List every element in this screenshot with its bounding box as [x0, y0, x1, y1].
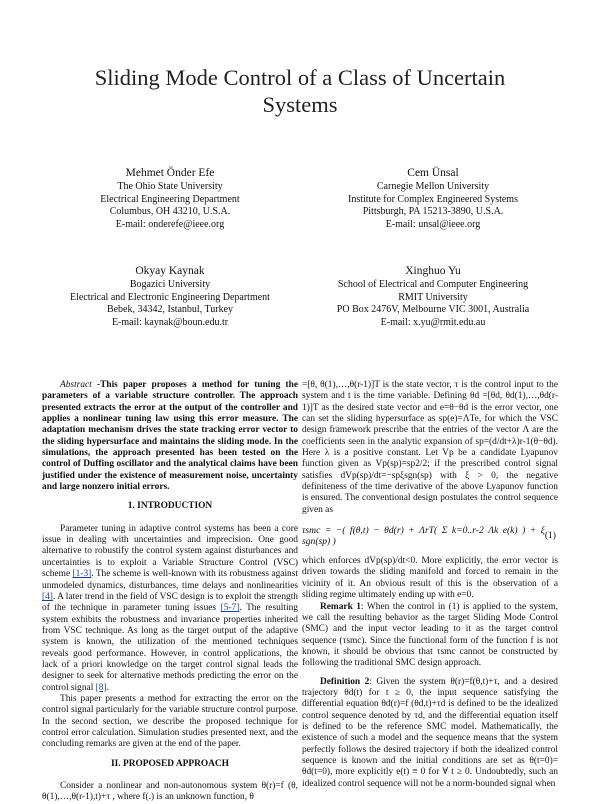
intro-text: . The scheme is well-known with its robustness against unmodeled dynamics, disturbances, time delays and nonlinearities [42, 569, 298, 591]
definition-text: : Given the system θ(r)=f(θ,t)+τ, and a desired trajectory θd(t) for t ≥ 0, the input sequence satisfying the differential equation θd(r)=f (θd,t)+τd is defined to be the idealized control sequence denoted by τd, and the differential equation itself is defined to be the reference SMC model. Mathematically, the existence of such a model and the sequence means that the system perfectly follows the desired trajectory if both the idealized control sequence is known and the initial conditions are set as θ(t=0)= θd(t=0), more explicitly e(t) ≡ 0 for ∀ t ≥ 0. Undoubtedly, such an idealized control sequence will not be a norm-bounded signal when [302, 676, 558, 789]
author-block-efe [30, 165, 310, 231]
author-address: Columbus, OH 43210, U.S.A. [109, 206, 231, 218]
intro-text: Parameter tuning in adaptive control systems has been a core issue in dealing with uncertainties and imprecision. One good alternative to robustify the control system against disturbances and uncertainties is to exploit a Variable Structure Control (VSC) scheme [42, 523, 298, 580]
intro-text: . The resulting system exhibits the robustness and invariance properties inherited from VSC technique. As long as the target output of the adaptive system is known, the utilization of the mentioned techniques reveals good performance. However, in control applications, the lack of a priori knowledge on the target control signal leads the designer to seek for alternative methods predicting the error on the control signal [42, 603, 298, 693]
author-name: Okyay Kaynak [135, 265, 205, 277]
author-address: Bebek, 34342, Istanbul, Turkey [106, 304, 234, 316]
definition-2 [302, 677, 558, 790]
definition-label: Definition 2 [320, 676, 370, 687]
citation-link[interactable]: [8] [95, 682, 107, 693]
citation-link[interactable]: [1-3] [72, 569, 92, 580]
intro-paragraph-1 [42, 524, 298, 694]
enforcement-paragraph: which enforces dVp(sp)/dt<0. More explicitly, the error vector is driven towards the sliding manifold and forced to remain in the vicinity of it. An obvious result of this is the observation of a sliding regime ultimately ending up with e=0. [302, 556, 558, 601]
author-email: E-mail: onderefe@ieee.org [115, 218, 225, 230]
author-name: Mehmet Önder Efe [125, 167, 215, 179]
author-block-kaynak [30, 263, 310, 329]
author-department: Institute for Complex Engineered Systems [348, 193, 518, 205]
intro-paragraph-2: This paper presents a method for extracting the error on the control signal particularly for the variable structure control purpose. In the second section, we describe the proposed technique for control error calculation. Simulation studies presented next, and the concluding remarks are given at the end of the paper. [42, 693, 298, 750]
author-affiliation: Carnegie Mellon University [376, 181, 490, 192]
left-column [42, 380, 298, 804]
remark-text: : When the control in (1) is applied to the system, we call the resulting behavior as the target Sliding Mode Control (SMC) and the input vector leading to it as the target control sequence (τsmc). Since the functional form of the function f is not known, it should be obvious that τsmc cannot be constructed by following the traditional SMC design approach. [302, 601, 559, 669]
author-block-yu [293, 263, 573, 329]
citation-link[interactable]: [5-7] [220, 603, 240, 614]
author-email: E-mail: unsal@ieee.org [385, 218, 481, 230]
author-affiliation: School of Electrical and Computer Engineering [337, 279, 529, 290]
author-block-unsal [293, 165, 573, 231]
section-heading-approach: II. PROPOSED APPROACH [111, 758, 229, 769]
abstract [42, 380, 298, 493]
author-address: Pittsburgh, PA 15213-3890, U.S.A. [362, 206, 504, 218]
author-name: Xinghuo Yu [405, 265, 461, 277]
author-department: RMIT University [398, 291, 468, 303]
approach-paragraph-1: Consider a nonlinear and non-autonomous system θ(r)=f (θ, θ(1),…,θ(r-1),t)+τ , where f(.) is an unknown function, θ [42, 781, 298, 803]
author-department: Electrical and Electronic Engineering Department [70, 291, 270, 303]
equation-1 [302, 526, 558, 546]
equation-body: τsmc = −( f(θ,t) − θd(r) + ΛrT( Σ k=0..r-2 Λk e(k) ) + ξ sgn(sp) ) [302, 524, 545, 548]
author-affiliation: The Ohio State University [117, 181, 223, 192]
author-email: E-mail: x.yu@rmit.edu.au [380, 316, 486, 328]
remark-1 [302, 602, 558, 670]
author-name: Cem Ünsal [407, 167, 459, 179]
intro-text: . [106, 682, 109, 693]
author-department: Electrical Engineering Department [100, 193, 240, 205]
author-affiliation: Bogazici University [129, 279, 211, 290]
state-vector-paragraph: =[θ, θ(1),…,θ(r-1)]T is the state vector, τ is the control input to the system and t is the time variable. Defining θd =[θd, θd(1),…,θd(r-1)]T as the desired state vector and e=θ−θd is the error vector, one can set the sliding hypersurface as sp(e)=ΛTe, for which the VSC design framework prescribe that the entries of the vector Λ are the coefficients seen in the analytic expansion of sp=(d/dt+λ)r-1(θ−θd). Here λ is a positive constant. Let Vp be a candidate Lyapunov function given as Vp(sp)=sp2/2; if the prescribed control signal satisfies dVp(sp)/dt=−spξsgn(sp) with ξ > 0, the negative definiteness of the time derivative of the above Lyapunov function is ensured. The conventional design postulates the control sequence given as [302, 380, 558, 515]
remark-label: Remark 1 [320, 601, 361, 612]
intro-text: . A later trend in the field of VSC design is to exploit the strength of the technique in parameter tuning issues [42, 591, 298, 614]
citation-link[interactable]: [4] [42, 591, 53, 602]
right-column [302, 380, 558, 790]
paper-title: Sliding Mode Control of a Class of Uncertain Systems [94, 65, 506, 117]
equation-number: (1) [544, 530, 556, 542]
author-email: E-mail: kaynak@boun.edu.tr [111, 316, 229, 328]
section-heading-introduction: 1. INTRODUCTION [127, 501, 213, 512]
abstract-label: Abstract [60, 380, 92, 390]
author-address: PO Box 2476V, Melbourne VIC 3001, Australia [336, 304, 530, 316]
abstract-text: -This paper proposes a method for tuning the parameters of a variable structure controller. The approach presented extracts the error at the output of the controller and applies a nonlinear tuning law using this error measure. The adaptation mechanism drives the state tracking error vector to the sliding hypersurface and maintains the sliding mode. In the simulations, the approach presented has been tested on the control of Duffing oscillator and the analytical claims have been justified under the existence of measurement noise, uncertainty and large nonzero initial errors. [42, 380, 298, 493]
